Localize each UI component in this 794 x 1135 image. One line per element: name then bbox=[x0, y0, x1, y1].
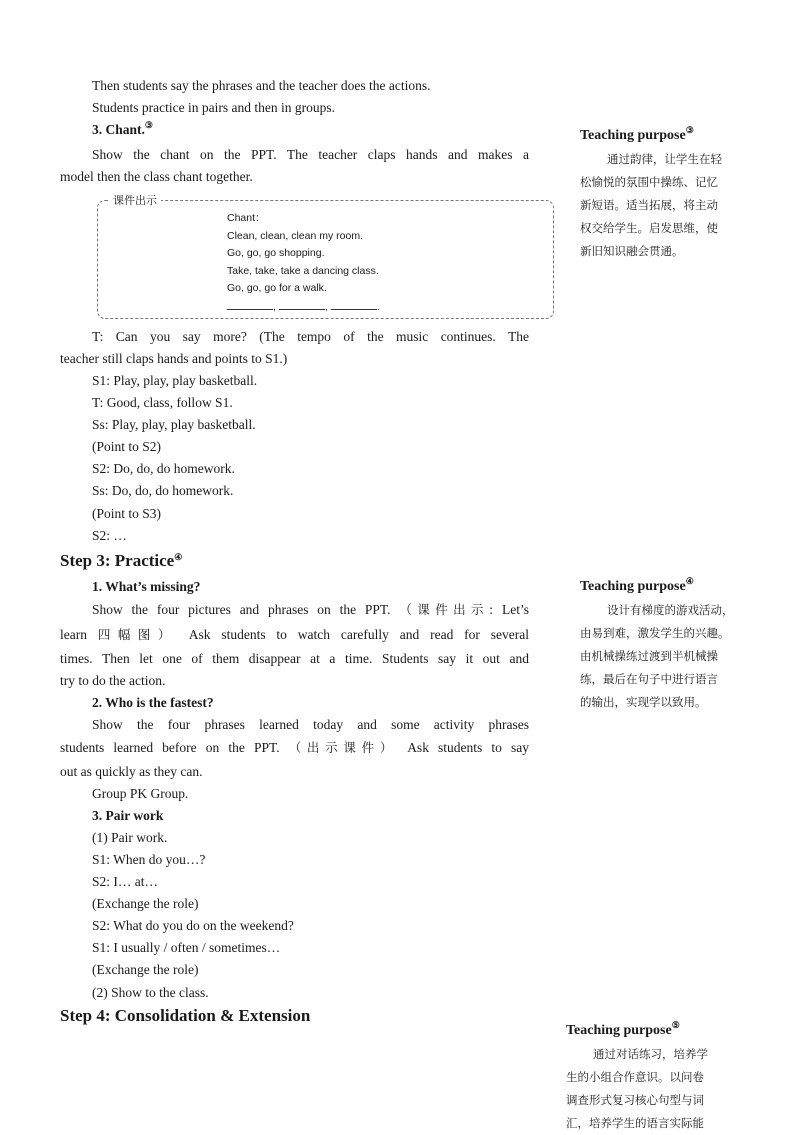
courseware-label: 课件出示 bbox=[109, 192, 161, 208]
dialogue-line: S2: … bbox=[92, 528, 127, 543]
text-line: Show the four phrases learned today and some activity phrases bbox=[92, 717, 529, 732]
teaching-purpose-title: Teaching purpose⑤ bbox=[566, 1020, 680, 1038]
text-line: Students practice in pairs and then in groups. bbox=[92, 100, 335, 115]
text-line: model then the class chant together. bbox=[60, 169, 253, 184]
dialogue-line: (Point to S2) bbox=[92, 439, 162, 454]
teaching-purpose-text: 设计有梯度的游戏活动， 由易到难，激发学生的兴趣。 由机械操练过渡到半机械操 练，最后在句子中进行语言 的输出，实现学以致用。 bbox=[580, 603, 734, 709]
fastest-heading: 2. Who is the fastest? bbox=[92, 695, 214, 710]
text-line: Show the chant on the PPT. The teacher claps hands and makes a bbox=[92, 147, 529, 162]
text-line: teacher still claps hands and points to S1.) bbox=[60, 351, 288, 366]
text-line: learn 四幅图） Ask students to watch carefully and read for several bbox=[60, 627, 530, 642]
pair-line: S2: I… at… bbox=[92, 874, 158, 889]
teaching-purpose-text: 通过韵律，让学生在轻 松愉悦的氛围中操练、记忆 新短语。适当拓展，将主动 权交给学生。启发思维，使 新旧知识融会贯通。 bbox=[580, 152, 722, 258]
teaching-purpose-title: Teaching purpose③ bbox=[580, 125, 694, 143]
dialogue-line: Ss: Play, play, play basketball. bbox=[92, 417, 256, 432]
dialogue-line: T: Good, class, follow S1. bbox=[92, 395, 233, 410]
chant-line: Go, go, go shopping. bbox=[227, 247, 325, 260]
pair-line: S2: What do you do on the weekend? bbox=[92, 918, 294, 933]
chant-content bbox=[227, 210, 380, 317]
text-line: Group PK Group. bbox=[92, 786, 189, 801]
dialogue-line: S1: Play, play, play basketball. bbox=[92, 373, 258, 388]
text-line: try to do the action. bbox=[60, 673, 166, 688]
chant-heading: 3. Chant.③ bbox=[92, 120, 153, 137]
dialogue-line: Ss: Do, do, do homework. bbox=[92, 483, 234, 498]
pair-line: S1: I usually / often / sometimes… bbox=[92, 940, 281, 955]
pair-line: (Exchange the role) bbox=[92, 896, 199, 911]
pair-heading: 3. Pair work bbox=[92, 808, 164, 823]
teaching-purpose-title: Teaching purpose④ bbox=[580, 576, 694, 594]
step4-title: Step 4: Consolidation & Extension bbox=[60, 1006, 311, 1025]
chant-line: Go, go, go for a walk. bbox=[227, 282, 327, 295]
text-line: students learned before on the PPT. （出示课件） Ask students to say bbox=[60, 740, 529, 755]
pair-line: (2) Show to the class. bbox=[92, 985, 209, 1000]
teaching-purpose-text: 通过对话练习，培养学 生的小组合作意识。以问卷 调查形式复习核心句型与词 汇，培养学生的语言实际能 bbox=[566, 1047, 708, 1130]
step3-title: Step 3: Practice④ bbox=[60, 551, 183, 570]
chant-line: Take, take, take a dancing class. bbox=[227, 264, 379, 277]
text-line: Then students say the phrases and the teacher does the actions. bbox=[92, 78, 431, 93]
text-line: times. Then let one of them disappear at a time. Students say it out and bbox=[60, 651, 529, 666]
dialogue-line: S2: Do, do, do homework. bbox=[92, 461, 235, 476]
dialogue-line: (Point to S3) bbox=[92, 506, 162, 521]
pair-line: S1: When do you…? bbox=[92, 852, 206, 867]
chant-title: Chant： bbox=[227, 212, 266, 224]
pair-line: (1) Pair work. bbox=[92, 830, 168, 845]
pair-line: (Exchange the role) bbox=[92, 962, 199, 977]
chant-blanks: , , . bbox=[227, 298, 380, 317]
text-line: out as quickly as they can. bbox=[60, 764, 203, 779]
chant-line: Clean, clean, clean my room. bbox=[227, 229, 363, 242]
text-line: T: Can you say more? (The tempo of the music continues. The bbox=[92, 329, 529, 344]
missing-heading: 1. What’s missing? bbox=[92, 579, 201, 594]
text-line: Show the four pictures and phrases on the PPT. （课件出示: Let’s bbox=[92, 602, 530, 617]
